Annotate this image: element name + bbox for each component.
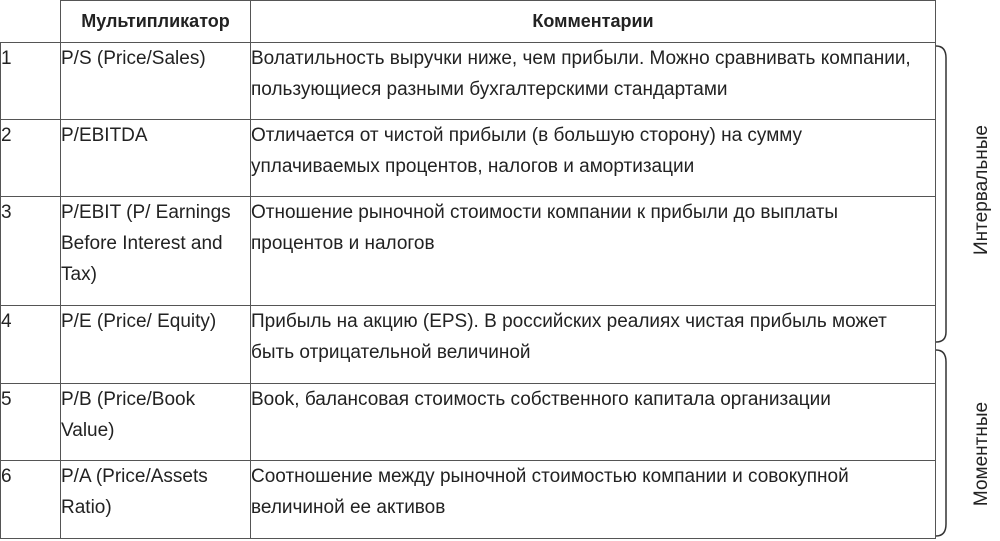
table-row xyxy=(1,120,936,197)
row-multiplier: P/A (Price/Assets Ratio) xyxy=(61,461,251,539)
table-row xyxy=(1,384,936,461)
row-multiplier: P/S (Price/Sales) xyxy=(61,43,251,120)
table-row xyxy=(1,306,936,384)
header-comments: Комментарии xyxy=(251,1,936,43)
header-multiplier: Мультипликатор xyxy=(61,1,251,43)
row-number: 5 xyxy=(1,384,61,461)
row-comment: Соотношение между рыночной стоимостью компании и совокупной величиной ее активов xyxy=(251,461,936,539)
table-row xyxy=(1,197,936,306)
row-number: 1 xyxy=(1,43,61,120)
interval-bracket xyxy=(932,44,958,344)
row-number: 3 xyxy=(1,197,61,306)
row-number: 6 xyxy=(1,461,61,539)
row-comment: Прибыль на акцию (EPS). В российских реалиях чистая прибыль может быть отрицательной величиной xyxy=(251,306,936,384)
group-label-moment: Моментные xyxy=(971,401,992,507)
row-multiplier: P/E (Price/ Equity) xyxy=(61,306,251,384)
header-number xyxy=(1,1,61,43)
row-number: 2 xyxy=(1,120,61,197)
row-multiplier: P/B (Price/Book Value) xyxy=(61,384,251,461)
row-comment: Волатильность выручки ниже, чем прибыли. Можно сравнивать компании, пользующиеся разными бухгалтерскими стандартами xyxy=(251,43,936,120)
header-row xyxy=(1,1,936,43)
row-comment: Отличается от чистой прибыли (в большую сторону) на сумму уплачиваемых процентов, налогов и амортизации xyxy=(251,120,936,197)
row-comment: Отношение рыночной стоимости компании к прибыли до выплаты процентов и налогов xyxy=(251,197,936,306)
row-number: 4 xyxy=(1,306,61,384)
row-comment: Book, балансовая стоимость собственного капитала организации xyxy=(251,384,936,461)
group-label-interval: Интервальные xyxy=(971,125,992,255)
moment-bracket xyxy=(932,348,958,538)
row-multiplier: P/EBIT (P/ Earnings Before Interest and Tax) xyxy=(61,197,251,306)
table-row xyxy=(1,461,936,539)
row-multiplier: P/EBITDA xyxy=(61,120,251,197)
table-row xyxy=(1,43,936,120)
